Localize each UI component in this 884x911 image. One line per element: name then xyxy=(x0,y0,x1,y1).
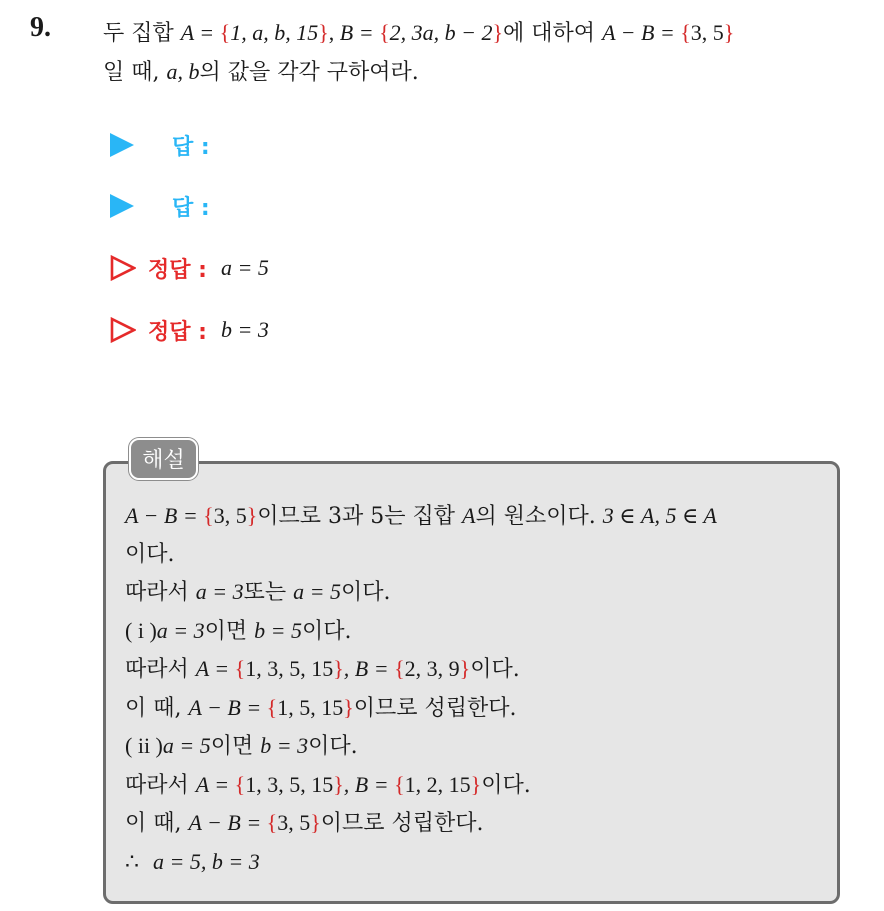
answer-correct-label: 정답 : xyxy=(148,319,207,345)
math-expr: a = 3 xyxy=(195,579,244,604)
set-a-elems: 1, a, b, 15 xyxy=(230,20,319,45)
answer-blank-row-1 xyxy=(110,127,210,163)
brace-close: } xyxy=(492,20,504,45)
text: 따라서 xyxy=(125,580,189,605)
math-expr: a = 5 xyxy=(293,579,341,604)
explanation-line-7 xyxy=(125,727,830,766)
question-text-1: 두 집합 xyxy=(103,21,174,46)
explanation-line-8 xyxy=(125,766,830,805)
brace-close: } xyxy=(310,810,321,835)
brace-open: { xyxy=(203,503,214,528)
brace-open: { xyxy=(379,20,390,45)
explanation-line-4 xyxy=(125,612,830,651)
therefore-symbol: ∴ xyxy=(125,848,139,874)
set-b-def: B = xyxy=(339,20,380,45)
set-a-def: A = xyxy=(180,20,220,45)
text: 이므로 3과 5는 집합 xyxy=(257,504,456,529)
set-elems: 3, 5 xyxy=(213,503,247,528)
brace-close: } xyxy=(333,656,344,681)
set-elems: 1, 3, 5, 15 xyxy=(245,771,334,797)
answer-correct-value: b = 3 xyxy=(220,317,269,342)
question-text-4: 의 값을 각각 구하여라. xyxy=(199,60,419,85)
diff-def: A − B = xyxy=(602,20,681,45)
question-text-2: 에 대하여 xyxy=(503,21,596,46)
set-b-elems: 2, 3a, b − 2 xyxy=(389,20,493,45)
math-expr: a = 5 xyxy=(162,733,211,758)
text: 이므로 성립한다. xyxy=(353,695,517,721)
explanation-line-1 xyxy=(125,497,830,536)
set-elems: 2, 3, 9 xyxy=(404,656,460,681)
math-expr: A − B = xyxy=(188,810,267,835)
text: 이다. xyxy=(470,657,520,682)
brace-open: { xyxy=(234,656,246,681)
math-expr: b = 3 xyxy=(260,733,309,758)
math-expr: A xyxy=(462,503,476,528)
case-label: ( i ) xyxy=(125,617,157,643)
question-vars: a, b xyxy=(166,59,200,84)
answer-blank-label: 답 : xyxy=(172,195,210,221)
math-expr: , B = xyxy=(343,771,395,797)
brace-open: { xyxy=(219,20,231,45)
brace-close: } xyxy=(343,694,354,720)
brace-open: { xyxy=(234,771,246,797)
brace-open: { xyxy=(394,771,405,797)
brace-open: { xyxy=(394,656,405,681)
text: 이면 xyxy=(210,734,254,759)
explanation-text xyxy=(125,497,830,881)
play-triangle-icon xyxy=(110,194,134,218)
brace-close: } xyxy=(318,20,329,45)
text: 이다. xyxy=(481,772,531,798)
answer-blank-row-2 xyxy=(110,188,210,224)
separator: , xyxy=(328,20,340,45)
math-expr: a = 3 xyxy=(156,617,205,643)
set-elems: 1, 3, 5, 15 xyxy=(245,656,334,681)
outline-triangle-icon xyxy=(110,255,136,281)
brace-close: } xyxy=(470,771,482,797)
math-expr: A = xyxy=(195,656,235,681)
answer-correct-value: a = 5 xyxy=(220,255,269,280)
text: 이므로 성립한다. xyxy=(320,811,484,836)
brace-close: } xyxy=(333,771,344,797)
play-triangle-icon xyxy=(110,133,134,157)
brace-close: } xyxy=(723,20,735,45)
text: 이면 xyxy=(204,618,248,644)
text: 의 원소이다. xyxy=(475,504,596,529)
question-text-3: 일 때, xyxy=(103,60,160,85)
question-number: 9. xyxy=(30,12,51,43)
set-elems: 3, 5 xyxy=(277,810,311,835)
set-elems: 1, 2, 15 xyxy=(404,771,471,797)
math-expr: A − B = xyxy=(125,503,204,528)
answer-correct-row-2 xyxy=(110,312,269,348)
math-expr: a = 5, b = 3 xyxy=(153,848,260,874)
explanation-line-9 xyxy=(125,804,830,843)
math-expr: A = xyxy=(195,771,235,797)
math-expr: A − B = xyxy=(188,694,267,720)
brace-close: } xyxy=(459,656,471,681)
math-expr: 3 ∈ A, 5 ∈ A xyxy=(602,503,717,528)
explanation-line-2 xyxy=(125,536,830,574)
math-expr: , B = xyxy=(343,656,395,681)
text: 따라서 xyxy=(125,657,189,682)
text: 이다. xyxy=(125,541,175,567)
text: 이 때, xyxy=(125,695,182,721)
diff-elems: 3, 5 xyxy=(690,20,724,45)
text: 이다. xyxy=(302,618,352,644)
text: 이다. xyxy=(341,580,391,605)
text: 이다. xyxy=(308,734,358,759)
question-text xyxy=(103,14,873,92)
brace-open: { xyxy=(266,810,278,835)
math-expr: b = 5 xyxy=(254,617,302,643)
explanation-line-3 xyxy=(125,573,830,612)
answer-correct-label: 정답 : xyxy=(148,257,207,283)
brace-open: { xyxy=(266,694,278,720)
set-elems: 1, 5, 15 xyxy=(277,694,344,720)
text: 이 때, xyxy=(125,811,182,836)
outline-triangle-icon xyxy=(110,317,136,343)
case-label: ( ii ) xyxy=(125,733,163,758)
brace-close: } xyxy=(246,503,258,528)
answer-blank-label: 답 : xyxy=(172,134,210,160)
explanation-tag: 해설 xyxy=(129,438,198,480)
explanation-line-10 xyxy=(125,843,830,882)
text: 또는 xyxy=(243,580,287,605)
explanation-line-5 xyxy=(125,650,830,689)
brace-open: { xyxy=(680,20,691,45)
text: 따라서 xyxy=(125,772,189,798)
explanation-line-6 xyxy=(125,689,830,728)
answer-correct-row-1 xyxy=(110,250,269,286)
